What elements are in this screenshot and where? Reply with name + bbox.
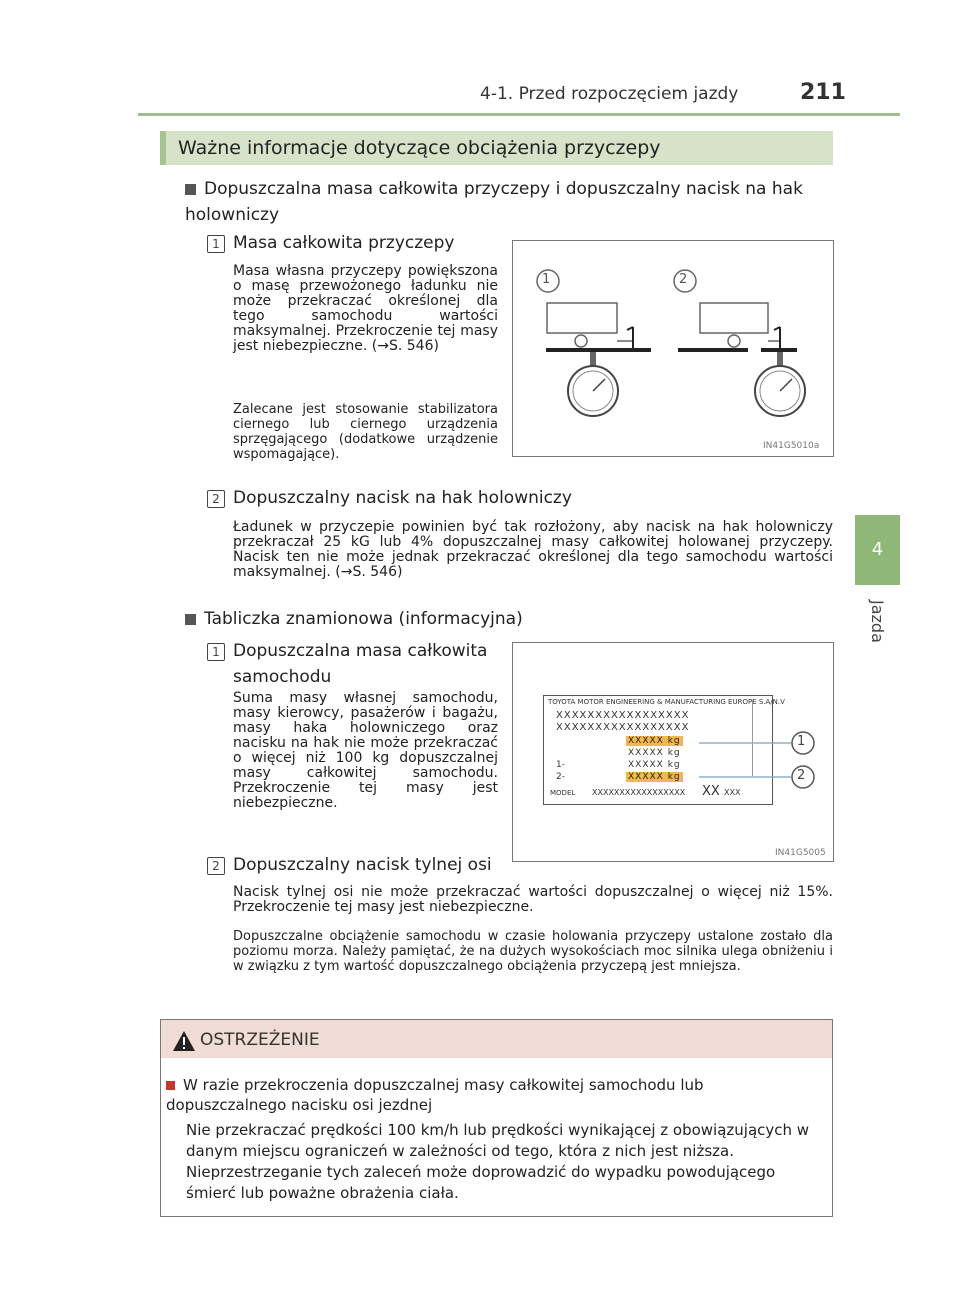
item-note: Zalecane jest stosowanie stabilizatora ciernego lub ciernego urządzenia sprzęgającego (dodatkowe urządzenie wspomagające). bbox=[233, 402, 498, 462]
plate-model-xxx: XXX bbox=[724, 788, 741, 797]
item-note: Dopuszczalne obciążenie samochodu w czasie holowania przyczepy ustalone zostało dla poziomu morza. Należy pamiętać, że na dużych wysokościach moc silnika ulega obniżeniu i w związku z tym wartość dopuszczalnego obciążenia przyczepą jest mniejsza. bbox=[233, 929, 833, 974]
chapter-tab: 4 bbox=[855, 515, 900, 585]
plate-line: XXXXXXXXXXXXXXXXX bbox=[556, 710, 690, 721]
item-title: Masa całkowita przyczepy bbox=[233, 233, 455, 253]
warning-triangle-icon bbox=[172, 1030, 196, 1052]
chapter-label: Jazda bbox=[868, 600, 887, 643]
section-title: Ważne informacje dotyczące obciążenia przyczepy bbox=[160, 131, 833, 165]
callout-label: 1 bbox=[797, 734, 806, 749]
item-number: 2 bbox=[207, 490, 225, 508]
plate-row: XXXXX kg bbox=[628, 760, 681, 770]
warning-title: OSTRZEŻENIE bbox=[200, 1030, 320, 1050]
block2-heading: Tabliczka znamionowa (informacyjna) bbox=[185, 606, 523, 632]
item-number: 1 bbox=[207, 643, 225, 661]
callout-lines bbox=[513, 643, 833, 861]
trailer-scale-illustration bbox=[513, 241, 833, 456]
item-title: Dopuszczalna masa całkowita samochodu bbox=[233, 641, 488, 687]
red-square-bullet-icon bbox=[166, 1081, 175, 1090]
item-title: Dopuszczalny nacisk tylnej osi bbox=[233, 855, 492, 875]
figure-code: IN41G5005 bbox=[775, 848, 826, 858]
plate-row: XXXXX kg bbox=[628, 748, 681, 758]
item-number: 1 bbox=[207, 235, 225, 253]
plate-row-prefix: 2- bbox=[556, 772, 565, 782]
item-title: Dopuszczalny nacisk na hak holowniczy bbox=[233, 488, 572, 508]
plate-row-prefix: 1- bbox=[556, 760, 565, 770]
header-rule bbox=[138, 113, 900, 116]
trailer-weight-figure bbox=[512, 240, 834, 457]
page-number: 211 bbox=[800, 80, 846, 105]
item-text: Suma masy własnej samochodu, masy kierowcy, pasażerów i bagażu, masy haka holowniczego oraz nacisku na hak nie może przekraczać o więcej niż 100 kg dopuszczalnej masy całkowitej samochodu. Przekroczenie tej masy jest niebezpieczne. bbox=[233, 690, 498, 811]
callout-label: 2 bbox=[797, 768, 806, 783]
item-text: Nacisk tylnej osi nie może przekraczać wartości dopuszczalnej o więcej niż 15%. Przekroczenie tej masy jest niebezpieczne. bbox=[233, 884, 833, 915]
plate-line: XXXXXXXXXXXXXXXXX bbox=[556, 722, 690, 733]
figure-label: 1 bbox=[542, 272, 551, 287]
warning-subheading: W razie przekroczenia dopuszczalnej masy całkowitej samochodu lub dopuszczalnego nacisku osi jezdnej bbox=[166, 1076, 704, 1114]
figure-code: IN41G5010a bbox=[763, 441, 820, 451]
vehicle-plate-figure bbox=[512, 642, 834, 862]
plate-title: TOYOTA MOTOR ENGINEERING & MANUFACTURING EUROPE S.A/N.V bbox=[548, 698, 785, 706]
block1-heading: Dopuszczalna masa całkowita przyczepy i dopuszczalny nacisk na hak holowniczy bbox=[185, 179, 803, 225]
item-text: Ładunek w przyczepie powinien być tak rozłożony, aby nacisk na hak holowniczy przekraczał 25 kG lub 4% dopuszczalnej masy całkowitej holowanej przyczepy. Nacisk ten nie może jednak przekraczać określonej dla tego samochodu wartości maksymalnej. (→S. 546) bbox=[233, 519, 833, 580]
square-bullet-icon bbox=[185, 614, 196, 625]
figure-label: 2 bbox=[679, 272, 688, 287]
item-number: 2 bbox=[207, 857, 225, 875]
warning-text: Nie przekraczać prędkości 100 km/h lub prędkości wynikającej z obowiązujących w danym miejscu ograniczeń w zależności od tego, która z nich jest niższa. Nieprzestrzeganie tych zaleceń może doprowadzić do wypadku powodującego śmierć lub poważne obrażenia ciała. bbox=[186, 1121, 810, 1202]
running-header: 4-1. Przed rozpoczęciem jazdy bbox=[480, 84, 739, 104]
plate-highlighted-row: XXXXX kg bbox=[628, 772, 681, 782]
plate-model-label: MODEL bbox=[550, 789, 576, 797]
plate-model-value: XXXXXXXXXXXXXXXXX bbox=[592, 788, 686, 797]
plate-model-xx: XX bbox=[702, 784, 720, 799]
item-text: Masa własna przyczepy powiększona o masę przewożonego ładunku nie może przekraczać określonej dla tego samochodu wartości maksymalnej. Przekroczenie tej masy jest niebezpieczne. (→S. 546) bbox=[233, 263, 498, 354]
plate-highlighted-row: XXXXX kg bbox=[628, 736, 681, 746]
square-bullet-icon bbox=[185, 184, 196, 195]
